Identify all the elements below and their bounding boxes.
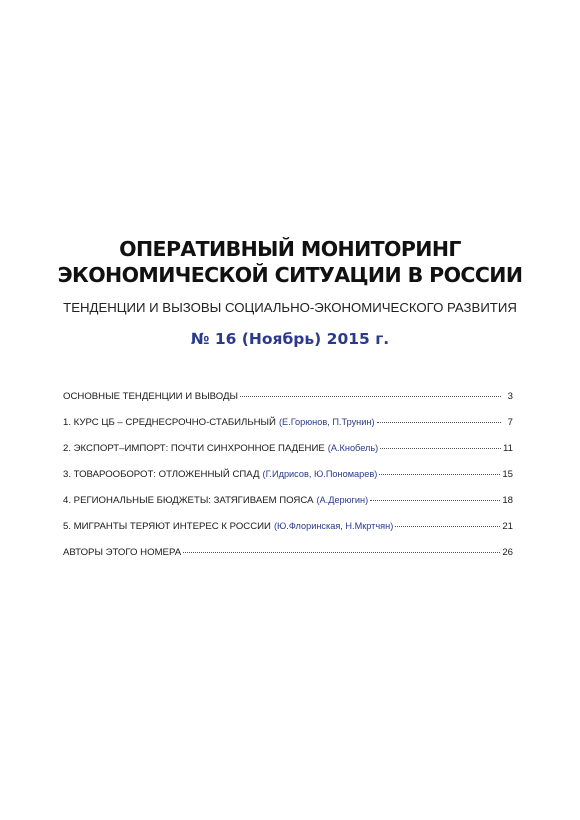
toc-dot-leader [377,422,501,423]
toc-entry-migrants[interactable] [63,521,513,547]
toc-entry-page: 3 [507,391,513,402]
toc-dot-leader [240,396,501,397]
toc-entry-cb-rate[interactable] [63,417,513,443]
toc-entry-page: 7 [507,417,513,428]
toc-entry-authors: (Г.Идрисов, Ю.Пономарев) [262,469,378,479]
toc-entry-page: 26 [502,547,513,558]
toc-entry-page: 18 [502,495,513,506]
toc-entry-authors: (Ю.Флоринская, Н.Мкртчян) [273,521,394,531]
toc-entry-title: 2. ЭКСПОРТ–ИМПОРТ: ПОЧТИ СИНХРОННОЕ ПАДЕНИЕ [63,443,325,454]
document-subtitle: ТЕНДЕНЦИИ И ВЫЗОВЫ СОЦИАЛЬНО-ЭКОНОМИЧЕСКОГО РАЗВИТИЯ [63,300,517,315]
toc-entry-page: 11 [503,443,513,454]
toc-entry-title: АВТОРЫ ЭТОГО НОМЕРА [63,547,182,558]
toc-entry-title: 3. ТОВАРООБОРОТ: ОТЛОЖЕННЫЙ СПАД [63,469,260,480]
toc-entry-authors: (А.Кнобель) [327,443,379,453]
toc-entry-title: ОСНОВНЫЕ ТЕНДЕНЦИИ И ВЫВОДЫ [63,391,239,402]
toc-entry-main-trends[interactable] [63,391,513,417]
toc-entry-page: 21 [502,521,513,532]
toc-entry-title: 4. РЕГИОНАЛЬНЫЕ БЮДЖЕТЫ: ЗАТЯГИВАЕМ ПОЯСА [63,495,314,506]
toc-dot-leader [370,500,500,501]
document-title-line-1: ОПЕРАТИВНЫЙ МОНИТОРИНГ [119,237,461,261]
toc-dot-leader [395,526,500,527]
toc-entry-title: 5. МИГРАНТЫ ТЕРЯЮТ ИНТЕРЕС К РОССИИ [63,521,271,532]
toc-dot-leader [183,552,500,553]
toc-dot-leader [379,474,500,475]
issue-number: № 16 (Ноябрь) 2015 г. [190,330,390,348]
table-of-contents [63,391,513,573]
toc-entry-trade-turnover[interactable] [63,469,513,495]
toc-entry-authors: (Е.Горюнов, П.Трунин) [278,417,375,427]
toc-entry-regional-budgets[interactable] [63,495,513,521]
toc-dot-leader [380,448,501,449]
document-title-line-2: ЭКОНОМИЧЕСКОЙ СИТУАЦИИ В РОССИИ [57,263,523,287]
toc-entry-export-import[interactable] [63,443,513,469]
toc-entry-authors-of-issue[interactable] [63,547,513,573]
toc-entry-page: 15 [502,469,513,480]
toc-entry-title: 1. КУРС ЦБ – СРЕДНЕСРОЧНО-СТАБИЛЬНЫЙ [63,417,276,428]
toc-entry-authors: (А.Дерюгин) [316,495,369,505]
